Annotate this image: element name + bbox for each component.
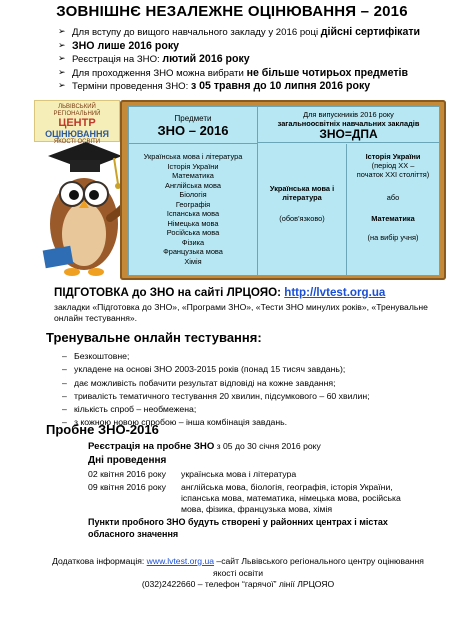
trial-date-2: 09 квітня 2016 року [88,482,166,492]
owl-icon [14,96,132,282]
subjects-list [129,144,257,266]
list-item: – дає можливість побачити результат відповіді на кожне завдання; [62,377,454,390]
footer-info [28,556,448,591]
list-item: Німецька мова [167,218,219,228]
note-line: Пункти пробного ЗНО будуть створені у районних центрах і містах [88,517,388,527]
key-facts-list [58,26,458,94]
trial-subjects-2 [181,482,401,515]
days-heading: Дні проведення [88,455,167,466]
list-item: – Безкоштовне; [62,350,454,363]
training-list [62,350,454,430]
list-item: Біологія [179,190,207,199]
list-item: Іспанська мова [166,209,220,218]
list-item: Географія [175,199,211,209]
math-label: Математика [371,214,415,223]
prep-heading: ПІДГОТОВКА до ЗНО на сайті ЛРЦОЯО: http://lvtest.org.ua [54,286,386,299]
list-item: – з кожною новою спробою – інша комбінація завдань. [62,416,454,429]
footer-desc: –сайт Львівського регіонального центру оцінювання [214,556,424,566]
trial-note [88,516,448,540]
list-item: ➢ Для вступу до вищого навчального закладу у 2016 році дійсні сертифікати [58,26,458,40]
ukrainian-label: Українська мова і література [269,184,335,202]
owl-illustration [14,96,132,282]
trial-heading: Пробне ЗНО-2016 [46,422,159,437]
page-title: ЗОВНІШНЄ НЕЗАЛЕЖНЕ ОЦІНЮВАННЯ – 2016 [56,3,408,20]
dpa-choice-cell [347,144,439,275]
list-item: ➢ Для проходження ЗНО можна вибрати не більше чотирьох предметів [58,67,458,81]
subjects-table [128,106,440,276]
list-item: – укладене на основі ЗНО 2003-2015 років (понад 15 тисяч завдань); [62,363,454,376]
footer-link[interactable]: www.lvtest.org.ua [146,556,215,566]
zno-subjects-column [129,107,258,275]
trial-registration: Реєстрація на пробне ЗНО з 05 до 30 січня 2016 року [88,441,321,452]
period-line2: початок ХХІ століття) [356,170,430,179]
dpa-header [258,107,439,143]
list-item: – тривалість тематичного тестування 20 хвилин, підсумкового – 60 хвилин; [62,390,454,403]
list-item: Хімія [184,256,202,266]
note-line: обласного значення [88,529,179,539]
prep-description: закладки «Підготовка до ЗНО», «Програми ЗНО», «Тести ЗНО минулих років», «Тренувальне онлайн тестування». [54,302,428,323]
list-item: Історія України [167,161,219,171]
zno-dpa-label: ЗНО=ДПА [319,127,378,141]
subjects-label: Предмети [174,114,212,123]
trial-subjects-1: українська мова і література [181,469,297,479]
list-item: Фізика [181,237,205,247]
dpa-ukrainian-cell [258,144,347,275]
list-item: Англійська мова [165,180,221,190]
or-label: або [386,193,400,202]
list-item: Російська мова [166,228,220,237]
history-label: Історія України [365,152,421,161]
chalkboard [120,100,446,280]
list-item: ➢ ЗНО лише 2016 року [58,40,458,54]
list-item: ➢ Реєстрація на ЗНО: лютий 2016 року [58,53,458,67]
hotline-phone: (032)2422660 – телефон “гарячої” лінії ЛРЦОЯО [141,579,335,590]
list-item: – кількість спроб – необмежена; [62,403,454,416]
center-logo: ЛЬВІВСЬКИЙ РЕГІОНАЛЬНИЙ ЦЕНТР ОЦІНЮВАННЯ ЯКОСТІ ОСВІТИ [34,100,120,142]
trial-date-1: 02 квітня 2016 року [88,469,166,479]
zno-header [129,107,257,144]
list-item: Математика [172,171,214,180]
subjects-line: мова, фізика, французька мова, хімія [181,504,333,514]
footer-desc-cont: якості освіти [212,567,264,578]
lvtest-link[interactable]: http://lvtest.org.ua [284,286,386,299]
footer-label: Додаткова інформація: [52,556,147,566]
dpa-column [258,107,439,275]
choice-note: (на вибір учня) [367,233,419,242]
zno-2016-label: ЗНО – 2016 [157,123,229,138]
training-heading: Тренувальне онлайн тестування: [46,330,262,345]
subjects-line: іспанська мова, математика, німецька мова, російська [181,493,401,503]
list-item: ➢ Терміни проведення ЗНО: з 05 травня до 10 липня 2016 року [58,80,458,94]
list-item: Українська мова і література [143,152,243,161]
graduates-label: Для випускників 2016 року [303,110,394,119]
period-line1: (період ХХ – [371,161,415,170]
list-item: Французька мова [163,247,223,256]
mandatory-note: (обов'язково) [279,214,325,223]
schools-label: загальноосвітніх навчальних закладів [277,118,420,128]
subjects-line: англійська мова, біологія, географія, історія України, [181,482,393,492]
